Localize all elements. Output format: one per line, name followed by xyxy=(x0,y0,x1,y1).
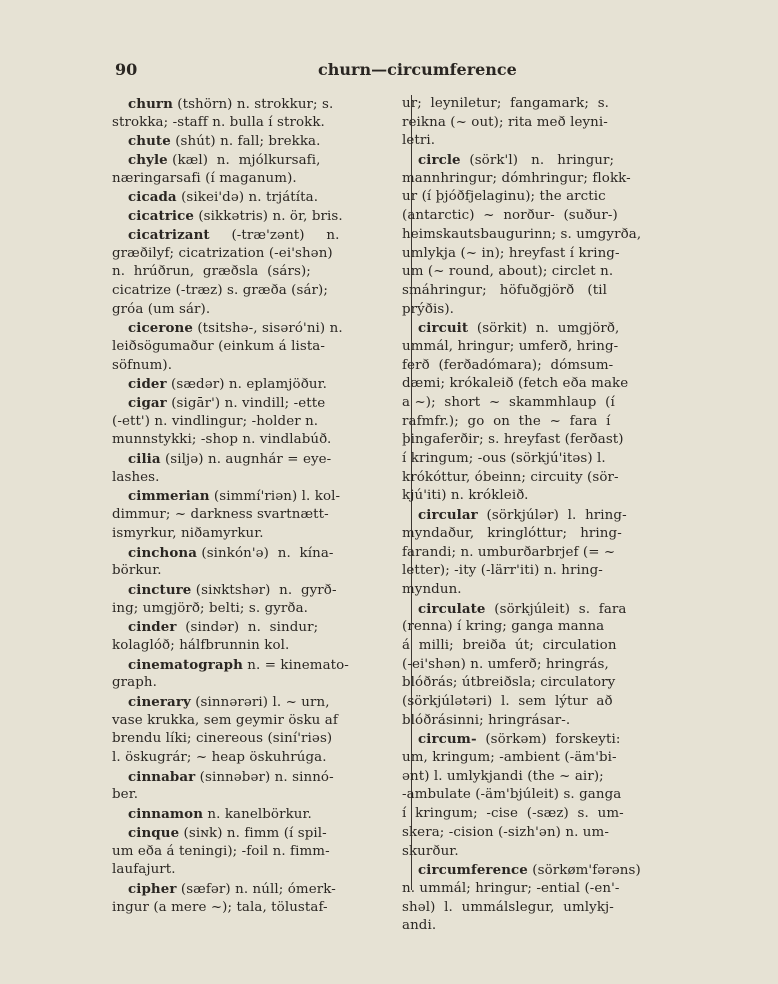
definition-text: n. ummál; hringur; -ential (-en'- xyxy=(402,880,620,896)
headword: cipher xyxy=(128,880,177,897)
definition-text: þingaferðir; s. hreyfast (ferðast) xyxy=(402,432,624,448)
continuation-line xyxy=(112,338,400,357)
entry-line xyxy=(128,226,400,245)
continuation-line xyxy=(112,861,400,880)
definition-text: ur (í þjóðfjelaginu); the arctic xyxy=(402,189,606,205)
continuation-line xyxy=(402,469,706,488)
continuation-line xyxy=(402,656,706,675)
continuation-line xyxy=(112,786,400,805)
continuation-line xyxy=(402,375,706,394)
definition-text: myndaður, kringlóttur; hring- xyxy=(402,525,622,541)
right-column xyxy=(402,95,706,936)
continuation-line xyxy=(402,95,706,114)
continuation-line xyxy=(112,506,400,525)
continuation-line xyxy=(402,170,706,189)
headword: cilia xyxy=(128,451,161,468)
definition-text: leiðsögumaður (einkum á lista- xyxy=(112,338,326,354)
headword: circum- xyxy=(418,731,477,748)
definition-text: (sörkjúlər) l. hring- xyxy=(477,508,627,524)
continuation-line xyxy=(112,413,400,432)
definition-text: farandi; n. umburðarbrjef (= ~ xyxy=(402,544,616,560)
definition-text: letter); -ity (-lärr'iti) n. hring- xyxy=(402,563,603,579)
continuation-line xyxy=(112,562,400,581)
continuation-line xyxy=(402,301,706,320)
continuation-line xyxy=(402,114,706,133)
continuation-line xyxy=(402,413,706,432)
continuation-line xyxy=(402,712,706,731)
entry-line xyxy=(128,132,400,151)
continuation-line xyxy=(402,824,706,843)
continuation-line xyxy=(402,431,706,450)
definition-text: ferð (ferðadómara); dómsum- xyxy=(402,357,614,373)
definition-text: (sörkjúleit) s. fara xyxy=(485,601,627,617)
definition-text: strokka; -staff n. bulla í strokk. xyxy=(112,114,325,130)
continuation-line xyxy=(112,525,400,544)
definition-text: (sædər) n. eplamjöður. xyxy=(166,377,327,393)
definition-text: (tsitshə-, sisəró'ni) n. xyxy=(192,321,343,337)
definition-text: (shút) n. fall; brekka. xyxy=(170,134,321,150)
definition-text: (-træ'zənt) n. xyxy=(209,227,340,243)
continuation-line xyxy=(112,357,400,376)
definition-text: ismyrkur, niðamyrkur. xyxy=(112,525,264,541)
definition-text: (-ei'shən) n. umferð; hringrás, xyxy=(402,656,609,672)
entry-line xyxy=(128,656,400,675)
continuation-line xyxy=(402,525,706,544)
continuation-line xyxy=(402,338,706,357)
definition-text: söfnum). xyxy=(112,357,173,373)
entry-line xyxy=(418,506,706,525)
definition-text: (sikkətris) n. ör, bris. xyxy=(193,209,343,225)
definition-text: cicatrize (-træz) s. græða (sár); xyxy=(112,282,328,298)
definition-text: (sæfər) n. núll; ómerk- xyxy=(176,881,336,897)
continuation-line xyxy=(402,544,706,563)
definition-text: á milli; breiða út; circulation xyxy=(402,637,617,653)
definition-text: (sindər) n. sindur; xyxy=(176,620,319,636)
headword: circulate xyxy=(418,600,486,617)
headword: chute xyxy=(128,133,171,150)
definition-text: ber. xyxy=(112,787,139,803)
entry-line xyxy=(418,600,706,619)
headword: cinematograph xyxy=(128,656,243,673)
continuation-line xyxy=(112,114,400,133)
definition-text: laufajurt. xyxy=(112,862,176,878)
definition-text: andi. xyxy=(402,918,437,934)
entry-line xyxy=(418,151,706,170)
definition-text: lashes. xyxy=(112,469,160,485)
definition-text: (sörkjúlətəri) l. sem lýtur að xyxy=(402,694,613,709)
continuation-line xyxy=(112,712,400,731)
definition-text: heimskautsbaugurinn; s. umgyrða, xyxy=(402,226,642,242)
continuation-line xyxy=(402,581,706,600)
continuation-line xyxy=(402,768,706,787)
continuation-line xyxy=(402,226,706,245)
headword: cicatrizant xyxy=(128,226,210,243)
definition-text: (tshörn) n. strokkur; s. xyxy=(172,97,334,112)
continuation-line xyxy=(112,749,400,768)
continuation-line xyxy=(402,263,706,282)
definition-text: (sörkit) n. umgjörð, xyxy=(468,321,620,337)
definition-text: shəl) l. ummálslegur, umlykj- xyxy=(402,899,614,915)
definition-text: l. öskugrár; ~ heap öskuhrúga. xyxy=(112,750,327,766)
continuation-line xyxy=(112,282,400,301)
continuation-line xyxy=(112,263,400,282)
definition-text: krókóttur, óbeinn; circuity (sör- xyxy=(402,469,619,485)
definition-text: (sinnəbər) n. sinnó- xyxy=(195,769,334,785)
entry-line xyxy=(128,693,400,712)
definition-text: (sinkón'ə) n. kína- xyxy=(197,545,334,561)
continuation-line xyxy=(112,843,400,862)
headword: cinnabar xyxy=(128,768,196,785)
definition-text: blóðrás; útbreiðsla; circulatory xyxy=(402,675,616,691)
continuation-line xyxy=(112,469,400,488)
definition-text: kjú'iti) n. krókleið. xyxy=(402,488,529,504)
definition-text: mannhringur; dómhringur; flokk- xyxy=(402,170,631,186)
headword: cimmerian xyxy=(128,488,210,505)
definition-text: munnstykki; -shop n. vindlabúð. xyxy=(112,432,332,448)
definition-text: um (~ round, about); circlet n. xyxy=(402,264,614,280)
entry-line xyxy=(128,394,400,413)
definition-text: blóðrásinni; hringrásar-. xyxy=(402,712,571,728)
definition-text: (sörkəm) forskeyti: xyxy=(476,732,621,748)
continuation-line xyxy=(402,749,706,768)
continuation-line xyxy=(402,805,706,824)
definition-text: ummál, hringur; umferð, hring- xyxy=(402,338,619,354)
headword: circular xyxy=(418,507,478,524)
definition-text: (sikei'də) n. trjátíta. xyxy=(176,190,319,206)
entry-line xyxy=(128,95,400,114)
definition-text: skera; -cision (-sizh'ən) n. um- xyxy=(402,824,609,840)
definition-text: n. = kinemato- xyxy=(242,657,349,673)
continuation-line xyxy=(402,394,706,413)
entry-line xyxy=(128,375,400,394)
entry-line xyxy=(128,207,400,226)
continuation-line xyxy=(402,618,706,637)
definition-text: -ambulate (-äm'bjúleit) s. ganga xyxy=(402,787,622,803)
headword: cicatrice xyxy=(128,208,194,225)
continuation-line xyxy=(402,917,706,936)
entry-line xyxy=(128,805,400,824)
definition-text: næringarsafi (í maganum). xyxy=(112,170,297,186)
headword: circumference xyxy=(418,862,528,879)
definition-text: umlykja (~ in); hreyfast í kring- xyxy=(402,245,620,261)
continuation-line xyxy=(402,674,706,693)
continuation-line xyxy=(402,357,706,376)
definition-text: reikna (~ out); rita með leyni- xyxy=(402,114,608,130)
headword: cicada xyxy=(128,189,177,206)
definition-text: ing; umgjörð; belti; s. gyrða. xyxy=(112,600,309,616)
definition-text: letri. xyxy=(402,133,436,149)
definition-text: um, kringum; -ambient (-äm'bi- xyxy=(402,750,617,766)
headword: chyle xyxy=(128,152,168,169)
definition-text: n. hrúðrun, græðsla (sárs); xyxy=(112,264,311,280)
continuation-line xyxy=(402,487,706,506)
definition-text: rafmfr.); go on the ~ fara í xyxy=(402,413,611,429)
definition-text: ur; leyniletur; fangamark; s. xyxy=(402,96,610,111)
continuation-line xyxy=(402,282,706,301)
running-head: churn—circumference xyxy=(318,60,517,79)
continuation-line xyxy=(112,637,400,656)
headword: cider xyxy=(128,376,167,393)
definition-text: (sigār') n. vindill; -ette xyxy=(166,396,326,411)
entry-line xyxy=(128,188,400,207)
entry-line xyxy=(128,880,400,899)
definition-text: vase krukka, sem geymir ösku af xyxy=(112,712,338,728)
headword: churn xyxy=(128,96,173,112)
entry-line xyxy=(128,544,400,563)
headword: cinerary xyxy=(128,694,191,710)
headword: cigar xyxy=(128,395,167,411)
definition-text: (sörk'l) n. hringur; xyxy=(460,153,615,169)
definition-text: myndun. xyxy=(402,581,462,597)
definition-text: brendu líki; cinereous (siní'riəs) xyxy=(112,731,333,747)
continuation-line xyxy=(402,899,706,918)
continuation-line xyxy=(402,880,706,899)
definition-text: (kæl) n. mjólkursafi, xyxy=(167,153,321,169)
continuation-line xyxy=(112,301,400,320)
definition-text: gróa (um sár). xyxy=(112,301,211,317)
definition-text: n. kanelbörkur. xyxy=(203,807,312,823)
definition-text: (simmí'riən) l. kol- xyxy=(209,489,341,505)
definition-text: börkur. xyxy=(112,563,162,579)
definition-text: (renna) í kring; ganga manna xyxy=(402,619,605,635)
continuation-line xyxy=(402,637,706,656)
definition-text: (-ett') n. vindlingur; -holder n. xyxy=(112,413,319,429)
definition-text: smáhringur; höfuðgjörð (til xyxy=(402,282,607,298)
continuation-line xyxy=(402,132,706,151)
entry-line xyxy=(128,450,400,469)
definition-text: (sinnərəri) l. ~ urn, xyxy=(190,695,330,710)
definition-text: í kringum; -cise (-sæz) s. um- xyxy=(402,806,624,822)
headword: cincture xyxy=(128,581,192,598)
definition-text: í kringum; -ous (sörkjú'itəs) l. xyxy=(402,451,606,467)
continuation-line xyxy=(112,730,400,749)
definition-text: dæmi; krókaleið (fetch eða make xyxy=(402,376,629,392)
continuation-line xyxy=(112,600,400,619)
headword: cinnamon xyxy=(128,806,204,823)
entry-line xyxy=(128,151,400,170)
headword: cinder xyxy=(128,619,177,636)
entry-line xyxy=(128,487,400,506)
definition-text: (siɴktshər) n. gyrð- xyxy=(191,582,337,598)
continuation-line xyxy=(112,431,400,450)
continuation-line xyxy=(402,693,706,712)
continuation-line xyxy=(402,843,706,862)
continuation-line xyxy=(402,245,706,264)
entry-line xyxy=(128,768,400,787)
definition-text: (sörkøm'fərəns) xyxy=(527,863,641,879)
definition-text: prýðis). xyxy=(402,301,455,317)
continuation-line xyxy=(112,674,400,693)
continuation-line xyxy=(112,899,400,918)
headword: circuit xyxy=(418,320,469,337)
definition-text: a ~); short ~ skammhlaup (í xyxy=(402,395,615,410)
continuation-line xyxy=(402,562,706,581)
continuation-line xyxy=(402,207,706,226)
headword: circle xyxy=(418,152,461,169)
definition-text: (siɴk) n. fimm (í spil- xyxy=(179,825,327,841)
entry-line xyxy=(418,319,706,338)
page-number: 90 xyxy=(115,60,138,79)
entry-line xyxy=(128,319,400,338)
entry-line xyxy=(418,730,706,749)
definition-text: kolaglóð; hálfbrunnin kol. xyxy=(112,637,290,653)
definition-text: dimmur; ~ darkness svartnætt- xyxy=(112,507,329,523)
entry-line xyxy=(128,618,400,637)
headword: cinchona xyxy=(128,544,198,561)
definition-text: skurður. xyxy=(402,843,459,859)
definition-text: ənt) l. umlykjandi (the ~ air); xyxy=(402,768,604,784)
headword: cicerone xyxy=(128,320,193,337)
definition-text: (antarctic) ~ norður- (suður-) xyxy=(402,208,618,224)
definition-text: græðilyf; cicatrization (-ei'shən) xyxy=(112,245,333,261)
continuation-line xyxy=(112,170,400,189)
definition-text: um eða á teningi); -foil n. fimm- xyxy=(112,843,330,859)
headword: cinque xyxy=(128,824,180,841)
definition-text: (siljə) n. augnhár = eye- xyxy=(160,452,332,468)
definition-text: graph. xyxy=(112,675,158,691)
continuation-line xyxy=(402,188,706,207)
entry-line xyxy=(128,824,400,843)
continuation-line xyxy=(112,245,400,264)
definition-text: ingur (a mere ~); tala, tölustaf- xyxy=(112,899,328,915)
entry-line xyxy=(128,581,400,600)
continuation-line xyxy=(402,450,706,469)
entry-line xyxy=(418,861,706,880)
continuation-line xyxy=(402,786,706,805)
left-column xyxy=(112,95,400,917)
